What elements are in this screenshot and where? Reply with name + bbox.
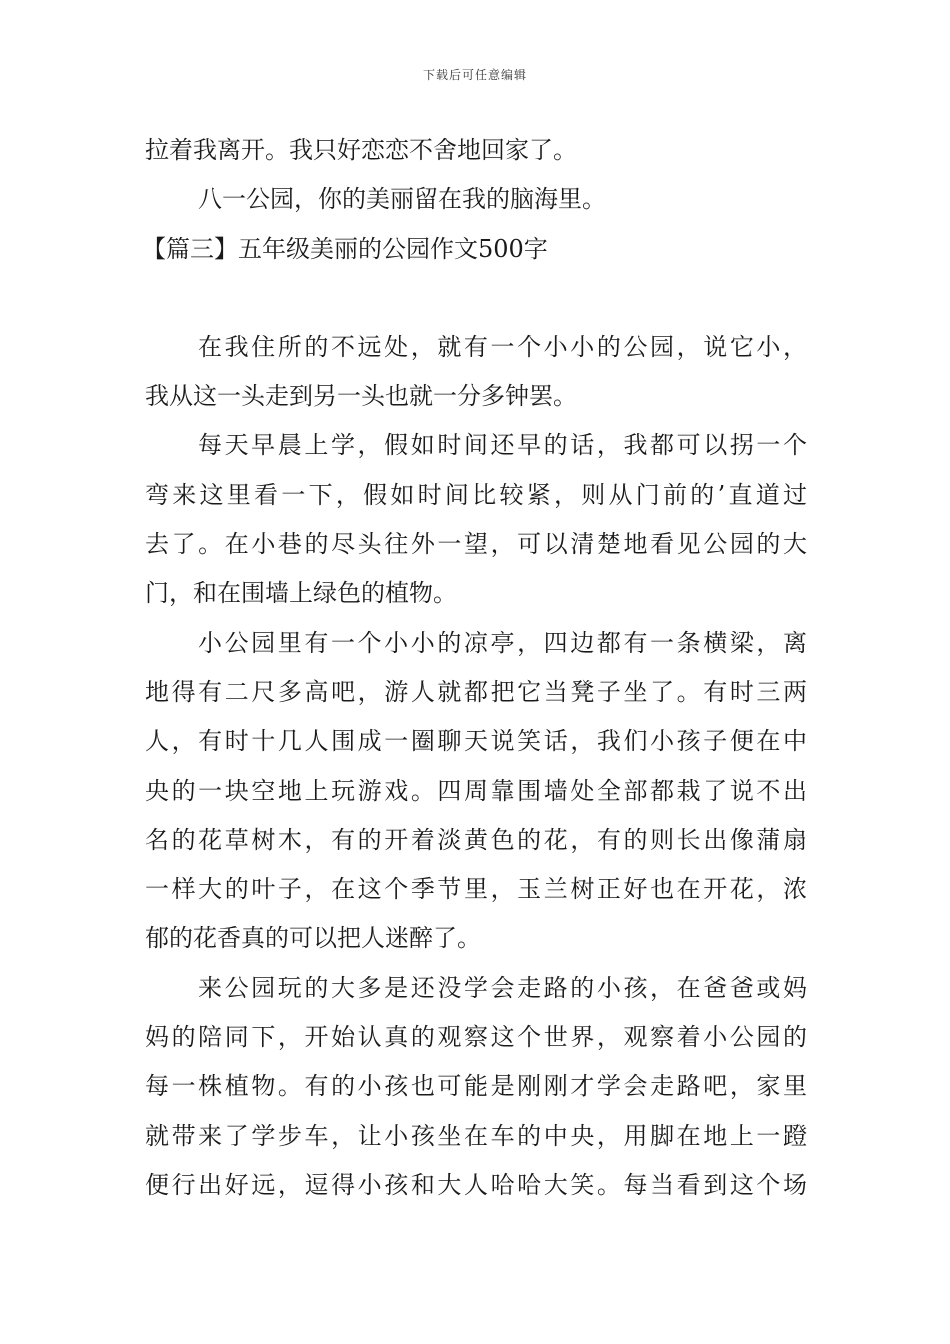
text-line: 去了。在小巷的尽头往外一望，可以清楚地看见公园的大	[145, 530, 807, 559]
paragraph-first-line: 每天早晨上学，假如时间还早的话，我都可以拐一个	[198, 431, 807, 460]
document-body	[142, 126, 807, 1210]
text-line: 一样大的叶子，在这个季节里，玉兰树正好也在开花，浓	[145, 875, 807, 904]
text-line: 地得有二尺多高吧，游人就都把它当凳子坐了。有时三两	[145, 677, 807, 706]
text-line: 郁的花香真的可以把人迷醉了。	[145, 924, 481, 953]
text-line: 门，和在围墙上绿色的植物。	[145, 579, 457, 608]
text-line: 名的花草树木，有的开着淡黄色的花，有的则长出像蒲扇	[145, 825, 807, 854]
paragraph-first-line: 在我住所的不远处，就有一个小小的公园，说它小，	[198, 332, 807, 361]
text-line: 便行出好远，逗得小孩和大人哈哈大笑。每当看到这个场	[145, 1170, 807, 1199]
text-line: 人，有时十几人围成一圈聊天说笑话，我们小孩子便在中	[145, 727, 807, 756]
text-line: 央的一块空地上玩游戏。四周靠围墙处全部都栽了说不出	[145, 776, 807, 805]
text-line: 每一株植物。有的小孩也可能是刚刚才学会走路吧，家里	[145, 1072, 807, 1101]
text-line: 弯来这里看一下，假如时间比较紧，则从门前的’直道过	[145, 480, 807, 509]
text-line: 八一公园，你的美丽留在我的脑海里。	[198, 185, 606, 214]
section-heading: 【篇三】五年级美丽的公园作文500字	[142, 234, 548, 263]
paragraph-first-line: 小公园里有一个小小的凉亭，四边都有一条横梁，离	[198, 628, 807, 657]
text-line: 我从这一头走到另一头也就一分多钟罢。	[145, 382, 577, 411]
blank-line	[145, 274, 807, 323]
text-line: 妈的陪同下，开始认真的观察这个世界，观察着小公园的	[145, 1023, 807, 1052]
page-header: 下载后可任意编辑	[422, 68, 527, 82]
text-line: 拉着我离开。我只好恋恋不舍地回家了。	[145, 136, 577, 164]
text-line: 就带来了学步车，让小孩坐在车的中央，用脚在地上一蹬	[145, 1121, 807, 1150]
paragraph-first-line: 来公园玩的大多是还没学会走路的小孩，在爸爸或妈	[198, 973, 807, 1002]
